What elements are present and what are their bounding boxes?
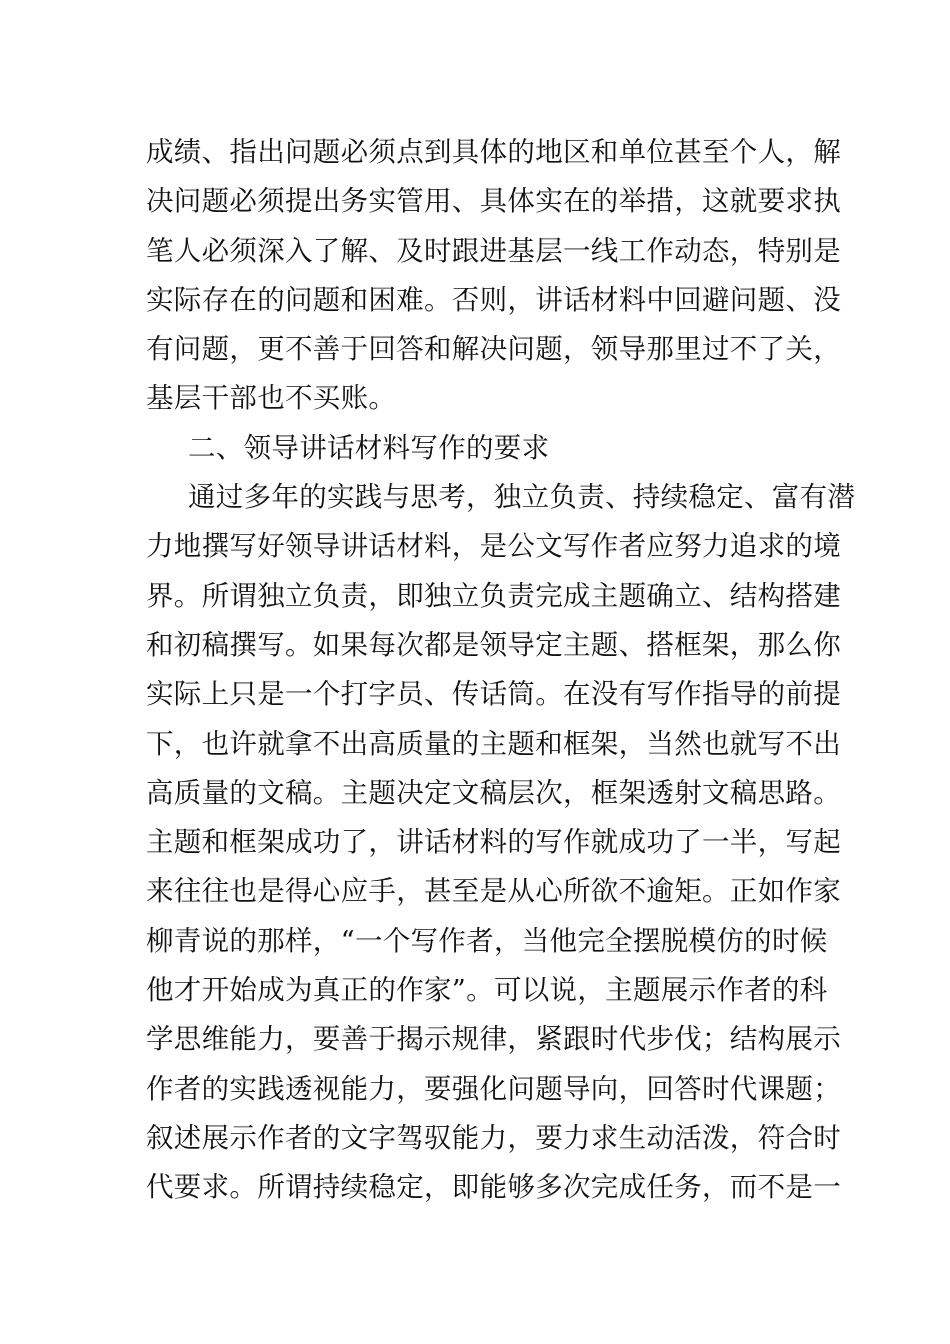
text-line: 学思维能力，要善于揭示规律，紧跟时代步伐；结构展示 xyxy=(146,1023,841,1056)
text-line: 基层干部也不买账。 xyxy=(146,382,397,415)
text-line: 实际上只是一个打字员、传话筒。在没有写作指导的前提 xyxy=(146,678,841,711)
text-line: 他才开始成为真正的作家”。可以说，主题展示作者的科 xyxy=(146,974,828,1007)
text-line: 柳青说的那样，“一个写作者，当他完全摆脱模仿的时候 xyxy=(146,924,828,957)
text-line: 高质量的文稿。主题决定文稿层次，框架透射文稿思路。 xyxy=(146,776,841,809)
text-line: 下，也许就拿不出高质量的主题和框架，当然也就写不出 xyxy=(146,727,841,760)
text-line: 力地撰写好领导讲话材料，是公文写作者应努力追求的境 xyxy=(146,530,841,563)
text-line: 笔人必须深入了解、及时跟进基层一线工作动态，特别是 xyxy=(146,234,841,267)
text-line: 成绩、指出问题必须点到具体的地区和单位甚至个人，解 xyxy=(146,136,841,168)
text-line: 实际存在的问题和困难。否则，讲话材料中回避问题、没 xyxy=(146,283,841,316)
text-line: 通过多年的实践与思考，独立负责、持续稳定、富有潜 xyxy=(188,481,856,514)
text-line: 二、领导讲话材料写作的要求 xyxy=(188,431,550,464)
text-line: 决问题必须提出务实管用、具体实在的举措，这就要求执 xyxy=(146,185,841,218)
text-line: 代要求。所谓持续稳定，即能够多次完成任务，而不是一 xyxy=(146,1171,841,1204)
body-text xyxy=(146,128,856,1213)
text-line: 主题和框架成功了，讲话材料的写作就成功了一半，写起 xyxy=(146,826,841,859)
text-line: 来往往也是得心应手，甚至是从心所欲不逾矩。正如作家 xyxy=(146,875,841,908)
text-line: 和初稿撰写。如果每次都是领导定主题、搭框架，那么你 xyxy=(146,628,841,661)
text-line: 界。所谓独立负责，即独立负责完成主题确立、结构搭建 xyxy=(146,579,841,612)
text-line: 叙述展示作者的文字驾驭能力，要力求生动活泼，符合时 xyxy=(146,1121,841,1154)
text-line: 作者的实践透视能力，要强化问题导向，回答时代课题； xyxy=(146,1072,841,1105)
text-line: 有问题，更不善于回答和解决问题，领导那里过不了关， xyxy=(146,333,841,366)
